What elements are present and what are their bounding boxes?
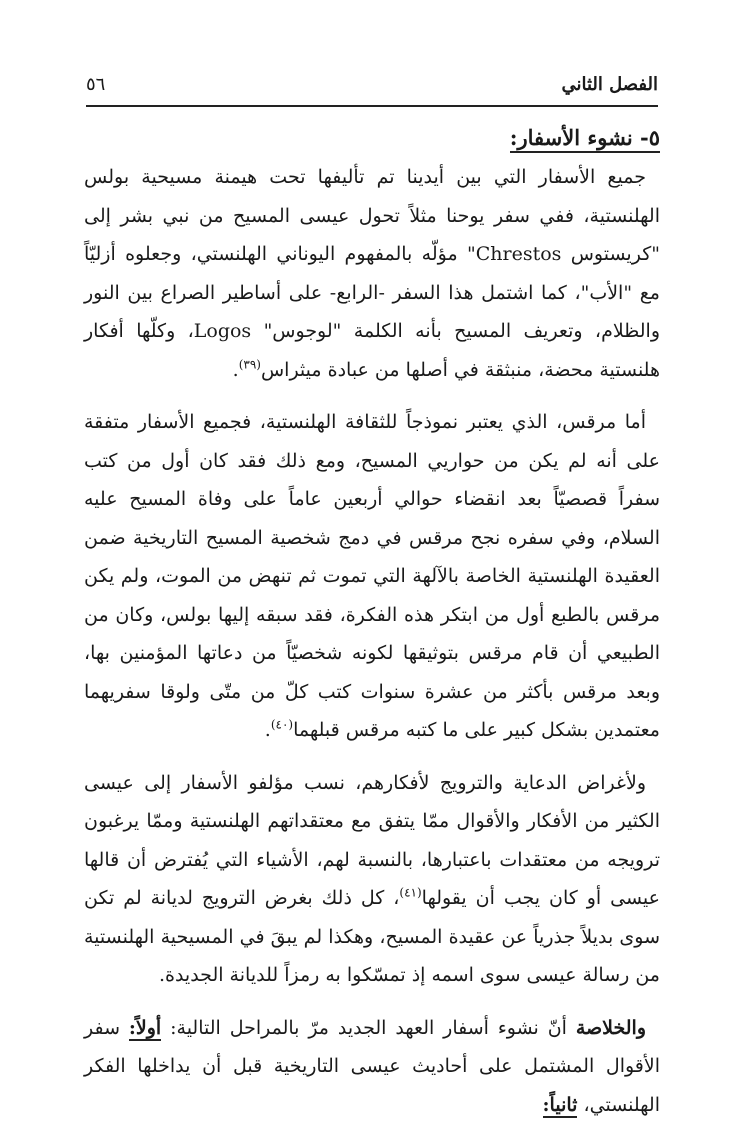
paragraph-1-text: جميع الأسفار التي بين أيدينا تم تأليفها تحت هيمنة مسيحية بولس الهلنستية، ففي سفر يوحنا مثلاً تحول عيسى المسيح من نبي بشر إلى "كريستوس Chrestos" مؤلّه بالمفهوم اليوناني الهلنستي، وجعلوه أزليّاً مع "الأب"، كما اشتمل هذا السفر -الرابع- على أساطير الصراع بين النور والظلام، وتعريف المسيح بأنه الكلمة "لوجوس" Logos، وكلّها أفكار هلنستية محضة، منبثقة في أصلها من عبادة ميثراس	[84, 166, 660, 381]
footnote-ref-39: (٣٩)	[239, 357, 261, 371]
chapter-title: الفصل الثاني	[561, 74, 658, 95]
paragraph-3-text: ولأغراض الدعاية والترويج لأفكارهم، نسب مؤلفو الأسفار إلى عيسى الكثير من الأفكار والأقوال ممّا يتفق مع معتقداتهم الهلنستية وممّا يرغبون ترويجه من معتقدات باعتبارها، بالنسبة لهم، الأشياء التي يُفترض أن قالها عيسى أو كان يجب أن يقولها	[84, 772, 660, 910]
paragraph-1	[84, 158, 660, 389]
paragraph-gap	[84, 389, 660, 403]
paragraph-2-text: أما مرقس، الذي يعتبر نموذجاً للثقافة الهلنستية، فجميع الأسفار متفقة على أنه لم يكن من حواريي المسيح، ومع ذلك فقد كان أول من كتب سفراً قصصيّاً بعد انقضاء حوالي أربعين عاماً على وفاة المسيح عليه السلام، وفي سفره نجح مرقس في دمج شخصية المسيح التاريخية ضمن العقيدة الهلنستية الخاصة بالآلهة التي تموت ثم تنهض من الموت، ولم يكن مرقس بالطبع أول من ابتكر هذه الفكرة، فقد سبقه إليها بولس، وكان من الطبيعي أن قام مرقس بتوثيقها لكونه شخصيّاً من دعاتها المؤمنين بها، وبعد مرقس بأكثر من عشرة سنوات كتب كلّ من متّى ولوقا سفريهما معتمدين بشكل كبير على ما كتبه مرقس قبلهما	[84, 411, 660, 741]
conclusion-lead: والخلاصة	[576, 1017, 646, 1039]
paragraph-gap	[84, 995, 660, 1009]
paragraph-1-end: .	[233, 359, 239, 381]
page-body	[84, 112, 660, 1124]
second-stage-label: ثانياً:	[543, 1094, 578, 1118]
conclusion-text-1: أنّ نشوء أسفار العهد الجديد مرّ بالمراحل التالية:	[161, 1017, 576, 1039]
paragraph-2-end: .	[265, 719, 271, 741]
paragraph-2	[84, 403, 660, 750]
section-heading	[84, 118, 660, 158]
page-header	[86, 70, 658, 104]
section-title: ٥- نشوء الأسفار:	[510, 125, 660, 153]
first-stage-label: أولاً:	[129, 1017, 161, 1041]
header-divider	[86, 105, 658, 107]
page-number: ٥٦	[86, 74, 105, 95]
footnote-ref-40: (٤٠)	[271, 718, 293, 732]
conclusion-text-2: سفر الأقوال المشتمل على أحاديث عيسى التاريخية قبل أن يداخلها الفكر الهلنستي،	[84, 1017, 660, 1116]
paragraph-3	[84, 764, 660, 995]
footnote-ref-41: (٤١)	[399, 886, 421, 900]
conclusion-paragraph	[84, 1009, 660, 1124]
paragraph-gap	[84, 750, 660, 764]
paragraph-3-end: ، كل ذلك بغرض الترويج لديانة لم تكن سوى بديلاً جذرياً عن عقيدة المسيح، وهكذا لم يبقَ في المسيحية الهلنستية من رسالة عيسى سوى اسمه إذ تمسّكوا به رمزاً للديانة الجديدة.	[84, 887, 660, 986]
